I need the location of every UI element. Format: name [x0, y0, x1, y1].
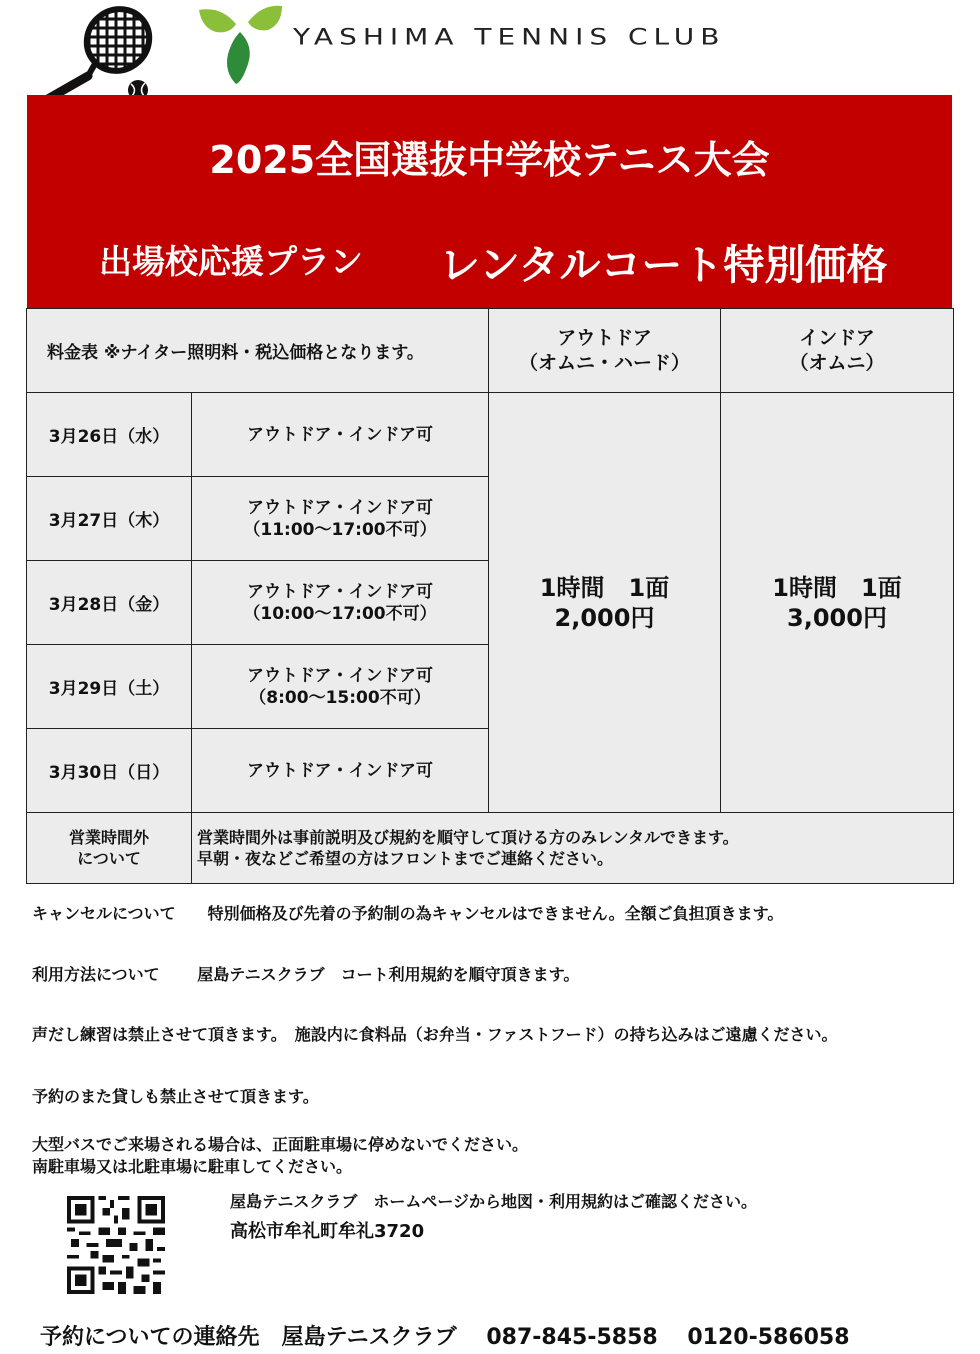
- indoor-price: [721, 393, 954, 813]
- club-name: YASHIMA TENNIS CLUB: [293, 24, 726, 50]
- note-label: [27, 813, 192, 884]
- tennis-racket-icon: [40, 2, 158, 104]
- price-table-label: 料金表 ※ナイター照明料・税込価格となります。: [27, 309, 489, 393]
- date-cell: 3月30日（日）: [27, 729, 192, 813]
- date-cell: 3月27日（木）: [27, 477, 192, 561]
- outdoor-price-line2: 2,000円: [554, 603, 655, 632]
- note-label-line2: について: [77, 849, 141, 868]
- availability-restriction: （10:00～17:00不可）: [243, 603, 437, 624]
- indoor-header: [721, 309, 954, 393]
- date-cell: 3月29日（土）: [27, 645, 192, 729]
- practice-notice: 声だし練習は禁止させて頂きます。 施設内に食料品（お弁当・ファストフード）の持ち込みはご遠慮ください。: [32, 1025, 838, 1044]
- availability-line: アウトドア・インドア可: [247, 665, 433, 686]
- note-text: [192, 813, 954, 884]
- date-cell: 3月26日（水）: [27, 393, 192, 477]
- indoor-price-line1: 1時間 1面: [772, 573, 902, 602]
- price-table: [26, 308, 954, 884]
- address: 高松市牟礼町牟礼3720: [230, 1221, 425, 1242]
- header: [0, 0, 980, 96]
- banner-subtitle-price: レンタルコート特別価格: [439, 241, 888, 289]
- table-note-row: [27, 813, 954, 884]
- usage-notice: 利用方法について 屋島テニスクラブ コート利用規約を順守頂きます。: [32, 965, 580, 984]
- sublease-notice: 予約のまた貸しも禁止させて頂きます。: [32, 1087, 319, 1106]
- bus-notice-line2: 南駐車場又は北駐車場に駐車してください。: [32, 1157, 353, 1176]
- availability-cell: [192, 645, 489, 729]
- table-header-row: [27, 309, 954, 393]
- availability-line: アウトドア・インドア可: [247, 760, 433, 781]
- availability-line: アウトドア・インドア可: [247, 424, 433, 445]
- indoor-header-line2: （オムニ）: [789, 351, 885, 374]
- note-text-line2: 早朝・夜などご希望の方はフロントまでご連絡ください。: [197, 849, 614, 868]
- availability-line: アウトドア・インドア可: [247, 581, 433, 602]
- contact-info: 予約についての連絡先 屋島テニスクラブ 087-845-5858 0120-586058: [40, 1325, 850, 1350]
- outdoor-header: [489, 309, 721, 393]
- table-row: [27, 393, 954, 477]
- indoor-header-line1: インドア: [799, 326, 875, 349]
- availability-cell: [192, 393, 489, 477]
- indoor-price-line2: 3,000円: [787, 603, 887, 632]
- availability-cell: [192, 477, 489, 561]
- homepage-notice: 屋島テニスクラブ ホームページから地図・利用規約はご確認ください。: [230, 1192, 758, 1211]
- banner-title: 2025全国選抜中学校テニス大会: [209, 138, 770, 182]
- note-text-line1: 営業時間外は事前説明及び規約を順守して頂ける方のみレンタルできます。: [197, 828, 739, 847]
- outdoor-header-line2: （オムニ・ハード）: [518, 351, 690, 374]
- availability-cell: [192, 561, 489, 645]
- outdoor-price: [489, 393, 721, 813]
- availability-restriction: （8:00～15:00不可）: [249, 687, 431, 708]
- date-cell: 3月28日（金）: [27, 561, 192, 645]
- title-banner: [27, 95, 952, 308]
- outdoor-header-line1: アウトドア: [557, 326, 652, 349]
- availability-restriction: （11:00～17:00不可）: [243, 519, 437, 540]
- cancel-notice: キャンセルについて 特別価格及び先着の予約制の為キャンセルはできません。全額ご負担頂きます。: [32, 904, 784, 923]
- qr-code-icon: [67, 1196, 165, 1294]
- availability-cell: [192, 729, 489, 813]
- note-label-line1: 営業時間外: [68, 828, 149, 847]
- availability-line: アウトドア・インドア可: [247, 497, 433, 518]
- leaf-logo-icon: [196, 2, 286, 84]
- banner-subtitle: 出場校応援プラン: [99, 242, 363, 281]
- bus-notice-line1: 大型バスでご来場される場合は、正面駐車場に停めないでください。: [32, 1135, 529, 1154]
- outdoor-price-line1: 1時間 1面: [539, 573, 670, 602]
